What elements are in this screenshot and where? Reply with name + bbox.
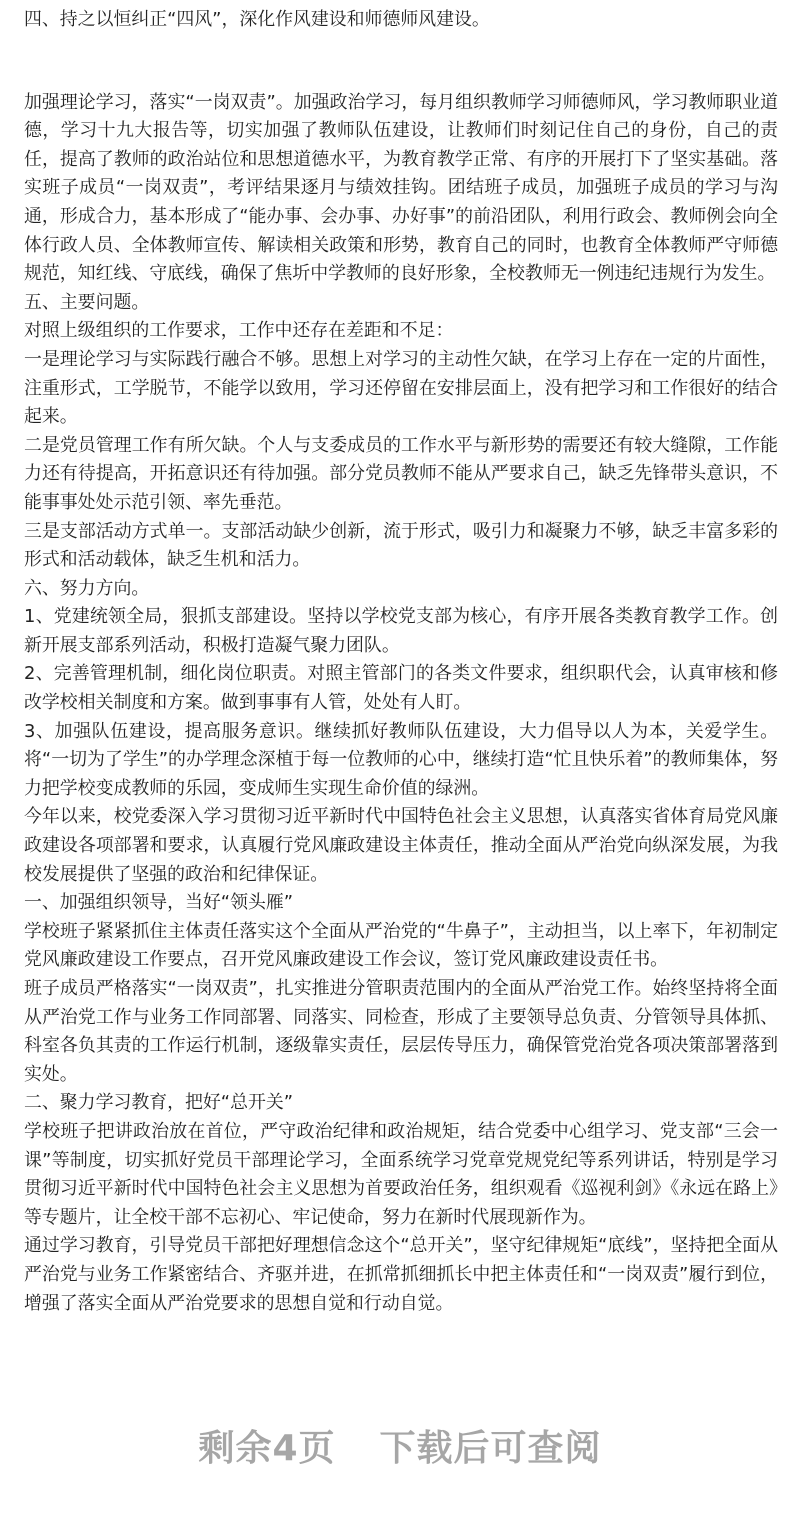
paragraph: 二是党员管理工作有所欠缺。个人与支委成员的工作水平与新形势的需要还有较大缝隙，工作能力还有待提高，开拓意识还有待加强。部分党员教师不能从严要求自己，缺乏先锋带头意识，不能事事处处示范引领、率先垂范。	[24, 434, 778, 513]
section-heading-b: 二、聚力学习教育，把好“总开关”	[24, 1092, 294, 1114]
paragraph: 对照上级组织的工作要求，工作中还存在差距和不足：	[24, 320, 454, 342]
section-heading-a: 一、加强组织领导，当好“领头雁”	[24, 892, 294, 914]
section-heading-5: 五、主要问题。	[24, 291, 150, 313]
paragraph: 三是支部活动方式单一。支部活动缺少创新，流于形式，吸引力和凝聚力不够，缺乏丰富多彩的形式和活动载体，缺乏生机和活力。	[24, 520, 778, 571]
spacer	[24, 35, 778, 89]
document-body	[24, 6, 778, 1318]
section-heading-6: 六、努力方向。	[24, 577, 150, 599]
paragraph: 2、完善管理机制，细化岗位职责。对照主管部门的各类文件要求，组织职代会，认真审核和修改学校相关制度和方案。做到事事有人管，处处有人盯。	[24, 663, 778, 714]
remaining-pages-label: 剩余4页	[198, 1428, 336, 1469]
paragraph: 学校班子把讲政治放在首位，严守政治纪律和政治规矩，结合党委中心组学习、党支部“三会一课”等制度，切实抓好党员干部理论学习，全面系统学习党章党规党纪等系列讲话，特别是学习贯彻习近平新时代中国特色社会主义思想为首要政治任务，组织观看《巡视利剑》《永远在路上》等专题片，让全校干部不忘初心、牢记使命，努力在新时代展现新作为。	[24, 1120, 778, 1228]
paragraph: 班子成员严格落实“一岗双责”，扎实推进分管职责范围内的全面从严治党工作。始终坚持将全面从严治党工作与业务工作同部署、同落实、同检查，形成了主要领导总负责、分管领导具体抓、科室各负其责的工作运行机制，逐级靠实责任，层层传导压力，确保管党治党各项决策部署落到实处。	[24, 978, 778, 1085]
paragraph: 1、党建统领全局，狠抓支部建设。坚持以学校党支部为核心，有序开展各类教育教学工作。创新开展支部系列活动，积极打造凝气聚力团队。	[24, 606, 778, 656]
section-heading-4: 四、持之以恒纠正“四风”，深化作风建设和师德师风建设。	[24, 9, 490, 30]
paragraph: 今年以来，校党委深入学习贯彻习近平新时代中国特色社会主义思想，认真落实省体育局党风廉政建设各项部署和要求，认真履行党风廉政建设主体责任，推动全面从严治党向纵深发展，为我校发展提供了坚强的政治和纪律保证。	[24, 806, 778, 885]
paragraph: 学校班子紧紧抓住主体责任落实这个全面从严治党的“牛鼻子”，主动担当，以上率下，年初制定党风廉政建设工作要点，召开党风廉政建设工作会议，签订党风廉政建设责任书。	[24, 920, 778, 971]
download-label: 下载后可查阅	[379, 1428, 602, 1469]
paragraph: 加强理论学习，落实“一岗双责”。加强政治学习，每月组织教师学习师德师风，学习教师职业道德，学习十九大报告等，切实加强了教师队伍建设，让教师们时刻记住自己的身份，自己的责任，提高了教师的政治站位和思想道德水平，为教育教学正常、有序的开展打下了坚实基础。落实班子成员“一岗双责”，考评结果逐月与绩效挂钩。团结班子成员，加强班子成员的学习与沟通，形成合力，基本形成了“能办事、会办事、办好事”的前沿团队，利用行政会、教师例会向全体行政人员、全体教师宣传、解读相关政策和形势，教育自己的同时，也教育全体教师严守师德规范，知红线、守底线，确保了焦圻中学教师的良好形象，全校教师无一例违纪违规行为发生。	[24, 91, 778, 285]
paragraph: 通过学习教育，引导党员干部把好理想信念这个“总开关”，坚守纪律规矩“底线”，坚持把全面从严治党与业务工作紧密结合、齐驱并进，在抓常抓细抓长中把主体责任和“一岗双责”履行到位，增强了落实全面从严治党要求的思想自觉和行动自觉。	[24, 1235, 778, 1314]
paragraph: 一是理论学习与实际践行融合不够。思想上对学习的主动性欠缺，在学习上存在一定的片面性，注重形式，工学脱节，不能学以致用，学习还停留在安排层面上，没有把学习和工作很好的结合起来。	[24, 348, 778, 428]
download-prompt[interactable]	[0, 1420, 800, 1471]
paragraph: 3、加强队伍建设，提高服务意识。继续抓好教师队伍建设，大力倡导以人为本，关爱学生。将“一切为了学生”的办学理念深植于每一位教师的心中，继续打造“忙且快乐着”的教师集体，努力把学校变成教师的乐园，变成师生实现生命价值的绿洲。	[24, 720, 778, 799]
